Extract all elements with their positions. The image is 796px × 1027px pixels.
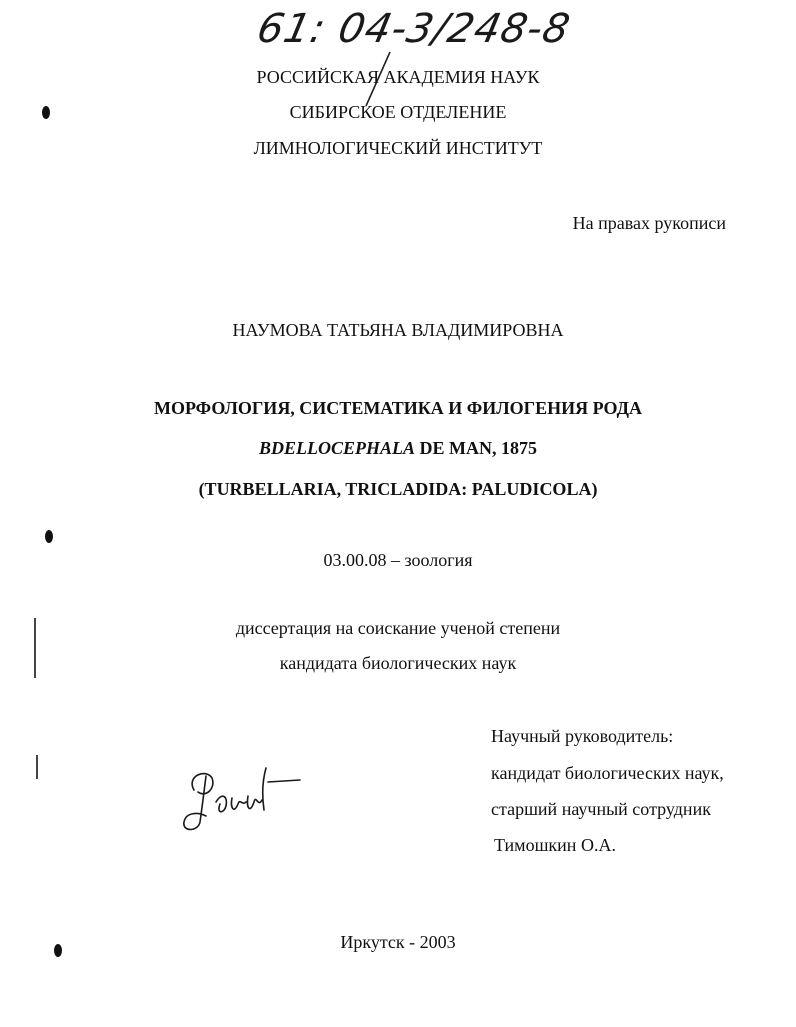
supervisor-degree: кандидат биологических наук, [491, 763, 724, 783]
signature [176, 762, 306, 837]
genus-name: BDELLOCEPHALA [258, 438, 415, 458]
rights-note: На правах рукописи [572, 213, 726, 233]
title-line-1: МОРФОЛОГИЯ, СИСТЕМАТИКА И ФИЛОГЕНИЯ РОДА [153, 398, 642, 418]
archive-code-handwritten: 61: 04-3/248-8 [253, 6, 575, 52]
header-institute: ЛИМНОЛОГИЧЕСКИЙ ИНСТИТУТ [253, 138, 543, 158]
header-branch: СИБИРСКОЕ ОТДЕЛЕНИЕ [289, 102, 507, 122]
supervisor-position: старший научный сотрудник [491, 799, 711, 819]
binding-hole-mark [42, 106, 50, 119]
margin-mark [36, 755, 38, 779]
binding-hole-mark [54, 944, 62, 957]
title-line-3: (TURBELLARIA, TRICLADIDA: PALUDICOLA) [198, 479, 598, 499]
binding-hole-mark [45, 530, 53, 543]
author-name: НАУМОВА ТАТЬЯНА ВЛАДИМИРОВНА [232, 320, 564, 340]
degree-line-1: диссертация на соискание ученой степени [235, 618, 561, 638]
margin-mark [34, 618, 36, 678]
degree-line-2: кандидата биологических наук [279, 653, 517, 673]
city-year: Иркутск - 2003 [340, 932, 456, 952]
supervisor-label: Научный руководитель: [491, 726, 674, 746]
header-academy: РОССИЙСКАЯ АКАДЕМИЯ НАУК [256, 67, 540, 87]
supervisor-name: Тимошкин О.А. [494, 835, 616, 855]
title-line-2 [0, 437, 796, 459]
genus-author: DE MAN, 1875 [415, 438, 537, 458]
specialty-code: 03.00.08 – зоология [323, 550, 473, 570]
